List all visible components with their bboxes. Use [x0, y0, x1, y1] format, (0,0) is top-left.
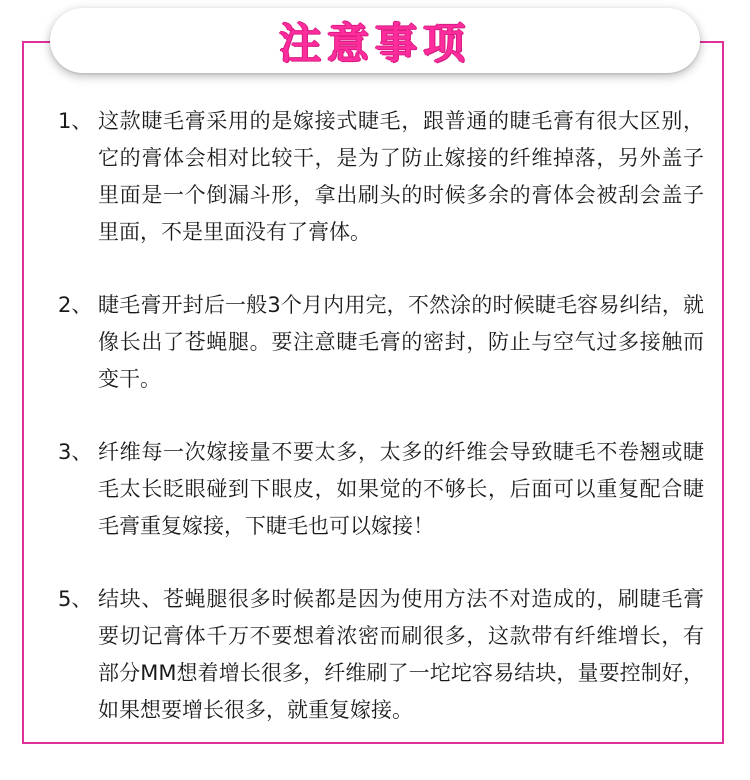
note-item: [58, 103, 704, 251]
title-banner: [50, 8, 700, 73]
note-text: 结块、苍蝇腿很多时候都是因为使用方法不对造成的，刷睫毛膏要切记膏体千万不要想着浓密而刷很多，这款带有纤维增长，有部分MM想着增长很多，纤维刷了一坨坨容易结块，量要控制好，如果想要增长很多，就重复嫁接。: [98, 587, 704, 722]
note-number: 1、: [58, 109, 93, 133]
note-item: [58, 434, 704, 545]
note-text: 睫毛膏开封后一般3个月内用完，不然涂的时候睫毛容易纠结，就像长出了苍蝇腿。要注意睫毛膏的密封，防止与空气过多接触而变干。: [98, 293, 704, 391]
note-item: [58, 287, 704, 398]
note-text: 纤维每一次嫁接量不要太多，太多的纤维会导致睫毛不卷翘或睫毛太长眨眼碰到下眼皮，如果觉的不够长，后面可以重复配合睫毛膏重复嫁接，下睫毛也可以嫁接！: [98, 440, 704, 538]
note-item: [58, 581, 704, 729]
note-number: 3、: [58, 440, 93, 464]
note-number: 2、: [58, 293, 93, 317]
note-number: 5、: [58, 587, 93, 611]
notes-list: [58, 103, 704, 765]
page-title: 注意事项: [278, 18, 471, 68]
note-text: 这款睫毛膏采用的是嫁接式睫毛，跟普通的睫毛膏有很大区别，它的膏体会相对比较干，是为了防止嫁接的纤维掉落，另外盖子里面是一个倒漏斗形，拿出刷头的时候多余的膏体会被刮会盖子里面，不是里面没有了膏体。: [98, 109, 704, 244]
